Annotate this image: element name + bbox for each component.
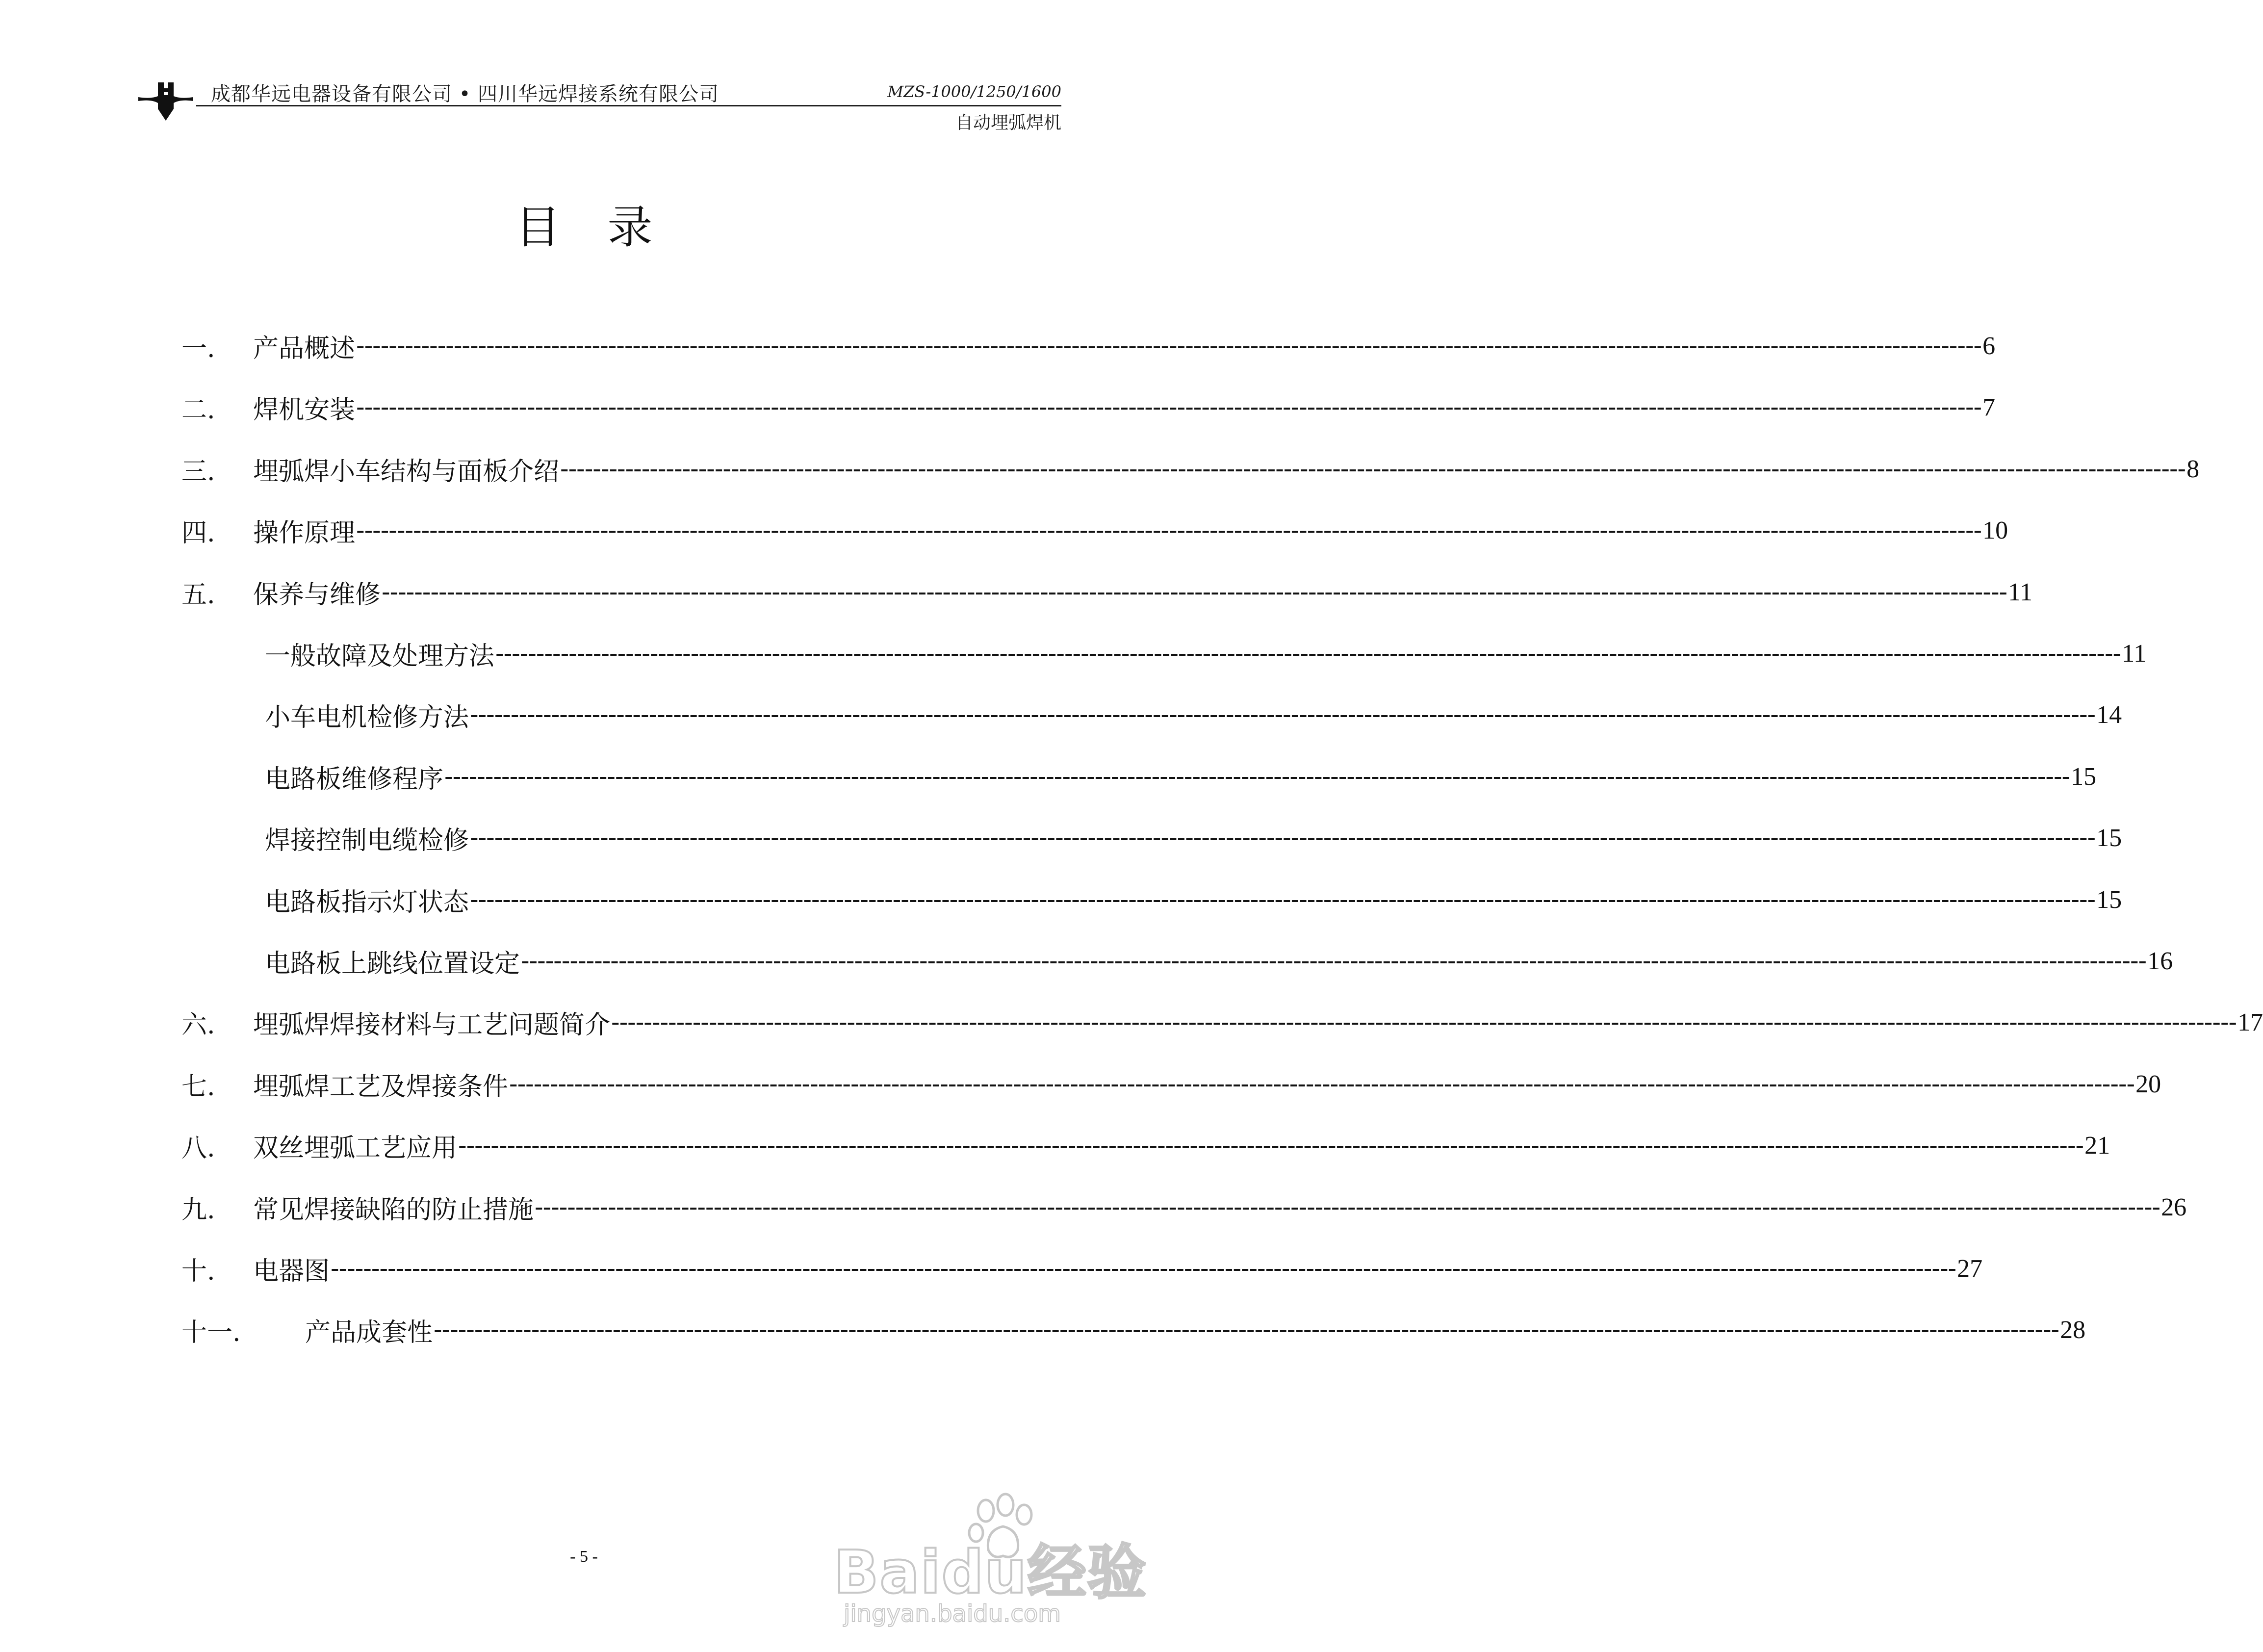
toc-entry-title: 保养与维修: [253, 580, 381, 610]
toc-entry-number: 三.: [181, 457, 215, 487]
toc-dot-leader: --------------------------------------------------------------------------------------------------------------------------------------------------------------------------------------------------------: [356, 331, 1982, 361]
watermark-brand: Baidu经验: [834, 1539, 1147, 1607]
toc-entry[interactable]: [181, 1003, 2263, 1042]
toc-dot-leader: --------------------------------------------------------------------------------------------------------------------------------------------------------------------------------------------------------: [560, 454, 2186, 484]
toc-entry[interactable]: [181, 511, 2008, 550]
toc-entry-page: 10: [1982, 516, 2008, 544]
toc-entry-title: 产品概述: [253, 334, 356, 363]
header-product-name: 自动埋弧焊机: [955, 113, 1061, 133]
toc-entry-title: 焊机安装: [253, 395, 356, 425]
toc-entry-number: 五.: [181, 580, 215, 610]
toc-entry-page: 17: [2237, 1008, 2263, 1036]
toc-entry-number: 二.: [181, 395, 215, 425]
toc-dot-leader: --------------------------------------------------------------------------------------------------------------------------------------------------------------------------------------------------------: [458, 1131, 2084, 1160]
toc-entry-page: 14: [2096, 700, 2122, 729]
toc-entry-page: 26: [2161, 1193, 2187, 1221]
toc-dot-leader: --------------------------------------------------------------------------------------------------------------------------------------------------------------------------------------------------------: [509, 1069, 2135, 1099]
toc-entry-title: 焊接控制电缆检修: [265, 826, 469, 855]
toc-dot-leader: --------------------------------------------------------------------------------------------------------------------------------------------------------------------------------------------------------: [434, 1315, 2059, 1344]
toc-entry[interactable]: [265, 634, 2147, 673]
toc-entry-page: 16: [2147, 947, 2173, 975]
toc-entry-page: 15: [2096, 885, 2122, 914]
toc-entry-page: 6: [1982, 332, 1996, 360]
toc-entry[interactable]: [265, 757, 2097, 796]
toc-entry-number: 十一.: [181, 1317, 241, 1347]
toc-entry-page: 28: [2060, 1316, 2086, 1344]
toc-dot-leader: --------------------------------------------------------------------------------------------------------------------------------------------------------------------------------------------------------: [356, 392, 1982, 422]
toc-entry[interactable]: [181, 326, 1996, 365]
toc-entry-number: 九.: [181, 1195, 215, 1225]
header-model-number: MZS-1000/1250/1600: [887, 82, 1061, 101]
toc-entry-title: 常见焊接缺陷的防止措施: [253, 1195, 534, 1225]
toc-entry[interactable]: [265, 695, 2122, 734]
baidu-watermark: [834, 1491, 1147, 1638]
page-title: 目录: [515, 201, 700, 254]
toc-dot-leader: --------------------------------------------------------------------------------------------------------------------------------------------------------------------------------------------------------: [535, 1192, 2160, 1222]
toc-entry[interactable]: [181, 1310, 2086, 1349]
toc-entry-page: 11: [2008, 578, 2033, 606]
watermark-url: jingyan.baidu.com: [844, 1600, 1061, 1627]
toc-entry-title: 埋弧焊小车结构与面板介绍: [253, 457, 560, 487]
toc-entry-title: 小车电机检修方法: [265, 702, 469, 732]
toc-entry-page: 8: [2186, 455, 2200, 483]
toc-entry[interactable]: [181, 1249, 1983, 1288]
toc-entry-page: 27: [1957, 1254, 1983, 1283]
toc-entry-page: 11: [2122, 639, 2147, 668]
toc-entry[interactable]: [181, 1126, 2110, 1165]
toc-entry-title: 电路板上跳线位置设定: [265, 949, 520, 979]
toc-dot-leader: --------------------------------------------------------------------------------------------------------------------------------------------------------------------------------------------------------: [495, 639, 2121, 668]
toc-entry[interactable]: [265, 818, 2122, 857]
header-company-name: 成都华远电器设备有限公司 • 四川华远焊接系统有限公司: [211, 83, 720, 105]
toc-entry-title: 电路板维修程序: [265, 764, 444, 794]
toc-entry-title: 一般故障及处理方法: [265, 641, 495, 671]
toc-entry-number: 六.: [181, 1010, 215, 1040]
toc-entry-title: 操作原理: [253, 518, 356, 548]
toc-entry[interactable]: [265, 941, 2173, 981]
toc-dot-leader: --------------------------------------------------------------------------------------------------------------------------------------------------------------------------------------------------------: [611, 1007, 2237, 1037]
toc-dot-leader: --------------------------------------------------------------------------------------------------------------------------------------------------------------------------------------------------------: [382, 577, 2007, 607]
toc-dot-leader: --------------------------------------------------------------------------------------------------------------------------------------------------------------------------------------------------------: [331, 1254, 1956, 1283]
toc-entry-title: 电器图: [253, 1256, 330, 1286]
toc-dot-leader: --------------------------------------------------------------------------------------------------------------------------------------------------------------------------------------------------------: [470, 885, 2096, 914]
toc-entry[interactable]: [181, 449, 2200, 489]
toc-entry-title: 双丝埋弧工艺应用: [253, 1133, 458, 1163]
toc-entry-number: 一.: [181, 334, 215, 363]
toc-entry-page: 20: [2135, 1070, 2161, 1098]
toc-entry-title: 埋弧焊焊接材料与工艺问题简介: [253, 1010, 611, 1040]
toc-entry-title: 电路板指示灯状态: [265, 887, 469, 917]
toc-entry-page: 21: [2084, 1131, 2110, 1160]
toc-dot-leader: --------------------------------------------------------------------------------------------------------------------------------------------------------------------------------------------------------: [356, 516, 1982, 545]
toc-dot-leader: --------------------------------------------------------------------------------------------------------------------------------------------------------------------------------------------------------: [470, 700, 2096, 729]
toc-entry-number: 十.: [181, 1256, 215, 1286]
toc-entry-page: 15: [2096, 824, 2122, 852]
page-number: - 5 -: [570, 1548, 598, 1566]
toc-entry-number: 七.: [181, 1072, 215, 1102]
toc-entry[interactable]: [181, 572, 2033, 612]
toc-entry-title: 埋弧焊工艺及焊接条件: [253, 1072, 509, 1102]
toc-entry[interactable]: [181, 1064, 2161, 1104]
toc-entry-page: 7: [1982, 393, 1996, 421]
toc-dot-leader: --------------------------------------------------------------------------------------------------------------------------------------------------------------------------------------------------------: [521, 946, 2147, 976]
toc-dot-leader: --------------------------------------------------------------------------------------------------------------------------------------------------------------------------------------------------------: [444, 762, 2070, 791]
toc-entry[interactable]: [181, 387, 1996, 427]
toc-entry[interactable]: [265, 880, 2122, 919]
toc-dot-leader: --------------------------------------------------------------------------------------------------------------------------------------------------------------------------------------------------------: [470, 823, 2096, 852]
toc-entry-number: 八.: [181, 1133, 215, 1163]
toc-entry[interactable]: [181, 1187, 2187, 1227]
toc-entry-title: 产品成套性: [305, 1317, 433, 1347]
toc-entry-page: 15: [2071, 762, 2097, 791]
toc-entry-number: 四.: [181, 518, 215, 548]
